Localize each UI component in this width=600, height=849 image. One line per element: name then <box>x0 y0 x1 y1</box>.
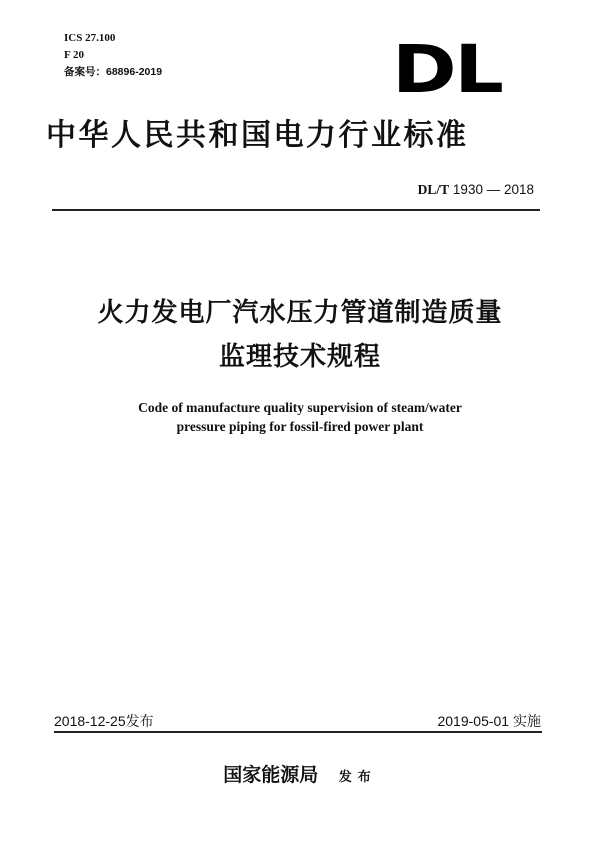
standard-number <box>418 182 534 198</box>
top-divider <box>52 209 540 211</box>
standard-prefix: DL/T <box>417 182 450 197</box>
title-en-line1: Code of manufacture quality supervision of steam/water <box>138 400 462 415</box>
record-number: 备案号：68896-2019 <box>64 66 163 78</box>
issuing-agency: 国家能源局 <box>223 764 319 786</box>
ics-code: ICS 27.100 <box>64 32 116 44</box>
title-cn-line2: 监理技术规程 <box>218 341 381 371</box>
issue-action: 发布 <box>338 769 377 784</box>
issuer <box>0 760 600 787</box>
bottom-divider <box>54 731 542 733</box>
title-en-line2: pressure piping for fossil-fired power plant <box>176 419 424 434</box>
standard-code: 1930 — 2018 <box>452 182 534 197</box>
org-title: 中华人民共和国电力行业标准 <box>46 118 469 153</box>
dl-logo: DL <box>392 31 502 108</box>
title-cn-line1: 火力发电厂汽水压力管道制造质量 <box>97 297 503 327</box>
implementation-date: 2019-05-01 实施 <box>437 713 541 729</box>
ccs-code: F 20 <box>64 49 85 61</box>
issue-date: 2018-12-25发布 <box>54 713 154 729</box>
classification-block <box>64 30 162 81</box>
